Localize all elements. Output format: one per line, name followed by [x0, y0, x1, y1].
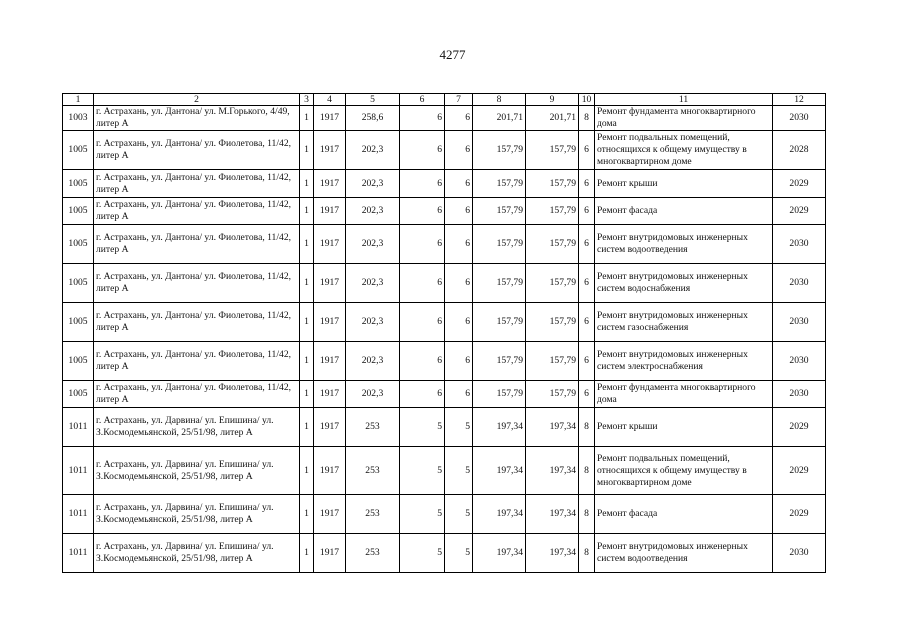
total-area-cell: 258,6	[346, 106, 400, 131]
build-year-cell: 1917	[314, 198, 346, 225]
floors-cell: 5	[400, 534, 445, 573]
table-row	[63, 225, 826, 264]
address-cell: г. Астрахань, ул. Дантона/ ул. Фиолетова, 11/42, литер А	[94, 225, 300, 264]
work-type-cell: Ремонт фундамента многоквартирного дома	[595, 381, 773, 408]
floors-max-cell: 6	[445, 225, 473, 264]
work-type-cell: Ремонт подвальных помещений, относящихся к общему имуществу в многоквартирном доме	[595, 131, 773, 170]
living-area-2-cell: 201,71	[526, 106, 579, 131]
work-type-cell: Ремонт внутридомовых инженерных систем водоотведения	[595, 534, 773, 573]
address-cell: г. Астрахань, ул. Дарвина/ ул. Епишина/ ул. З.Космодемьянской, 25/51/98, литер А	[94, 534, 300, 573]
living-area-cell: 197,34	[473, 447, 526, 495]
living-area-cell: 157,79	[473, 225, 526, 264]
living-area-2-cell: 157,79	[526, 264, 579, 303]
house-id-cell: 1005	[63, 264, 94, 303]
column-header: 7	[445, 94, 473, 106]
planned-year-cell: 2029	[773, 198, 826, 225]
work-type-cell: Ремонт внутридомовых инженерных систем водоотведения	[595, 225, 773, 264]
residents-cell: 6	[579, 264, 595, 303]
work-type-cell: Ремонт крыши	[595, 170, 773, 198]
living-area-cell: 157,79	[473, 264, 526, 303]
residents-cell: 8	[579, 534, 595, 573]
living-area-cell: 157,79	[473, 342, 526, 381]
address-cell: г. Астрахань, ул. Дарвина/ ул. Епишина/ ул. З.Космодемьянской, 25/51/98, литер А	[94, 447, 300, 495]
address-cell: г. Астрахань, ул. Дантона/ ул. М.Горького, 4/49, литер А	[94, 106, 300, 131]
floors-max-cell: 6	[445, 106, 473, 131]
entrance-count-cell: 1	[300, 408, 314, 447]
residents-cell: 6	[579, 303, 595, 342]
address-cell: г. Астрахань, ул. Дарвина/ ул. Епишина/ ул. З.Космодемьянской, 25/51/98, литер А	[94, 495, 300, 534]
total-area-cell: 202,3	[346, 198, 400, 225]
table-row	[63, 131, 826, 170]
work-type-cell: Ремонт фасада	[595, 495, 773, 534]
address-cell: г. Астрахань, ул. Дантона/ ул. Фиолетова, 11/42, литер А	[94, 198, 300, 225]
living-area-2-cell: 197,34	[526, 447, 579, 495]
floors-cell: 6	[400, 198, 445, 225]
column-header: 5	[346, 94, 400, 106]
build-year-cell: 1917	[314, 342, 346, 381]
planned-year-cell: 2029	[773, 408, 826, 447]
entrance-count-cell: 1	[300, 495, 314, 534]
living-area-cell: 157,79	[473, 381, 526, 408]
column-header: 11	[595, 94, 773, 106]
floors-cell: 6	[400, 106, 445, 131]
floors-max-cell: 5	[445, 447, 473, 495]
living-area-2-cell: 197,34	[526, 534, 579, 573]
living-area-cell: 197,34	[473, 408, 526, 447]
residents-cell: 6	[579, 170, 595, 198]
house-id-cell: 1005	[63, 225, 94, 264]
column-header: 2	[94, 94, 300, 106]
table-row	[63, 170, 826, 198]
house-id-cell: 1005	[63, 342, 94, 381]
floors-max-cell: 5	[445, 408, 473, 447]
build-year-cell: 1917	[314, 447, 346, 495]
residents-cell: 6	[579, 381, 595, 408]
address-cell: г. Астрахань, ул. Дантона/ ул. Фиолетова, 11/42, литер А	[94, 381, 300, 408]
build-year-cell: 1917	[314, 131, 346, 170]
table-row	[63, 264, 826, 303]
floors-cell: 6	[400, 342, 445, 381]
build-year-cell: 1917	[314, 408, 346, 447]
build-year-cell: 1917	[314, 534, 346, 573]
build-year-cell: 1917	[314, 170, 346, 198]
house-id-cell: 1011	[63, 534, 94, 573]
entrance-count-cell: 1	[300, 170, 314, 198]
planned-year-cell: 2030	[773, 381, 826, 408]
column-header: 12	[773, 94, 826, 106]
work-type-cell: Ремонт фасада	[595, 198, 773, 225]
build-year-cell: 1917	[314, 381, 346, 408]
work-type-cell: Ремонт внутридомовых инженерных систем электроснабжения	[595, 342, 773, 381]
table-row	[63, 534, 826, 573]
address-cell: г. Астрахань, ул. Дантона/ ул. Фиолетова, 11/42, литер А	[94, 131, 300, 170]
residents-cell: 8	[579, 495, 595, 534]
house-id-cell: 1005	[63, 303, 94, 342]
address-cell: г. Астрахань, ул. Дантона/ ул. Фиолетова, 11/42, литер А	[94, 342, 300, 381]
total-area-cell: 253	[346, 534, 400, 573]
planned-year-cell: 2030	[773, 106, 826, 131]
address-cell: г. Астрахань, ул. Дантона/ ул. Фиолетова, 11/42, литер А	[94, 303, 300, 342]
living-area-cell: 157,79	[473, 131, 526, 170]
work-type-cell: Ремонт внутридомовых инженерных систем водоснабжения	[595, 264, 773, 303]
living-area-cell: 197,34	[473, 534, 526, 573]
total-area-cell: 202,3	[346, 342, 400, 381]
build-year-cell: 1917	[314, 264, 346, 303]
planned-year-cell: 2030	[773, 342, 826, 381]
residents-cell: 6	[579, 131, 595, 170]
living-area-2-cell: 197,34	[526, 408, 579, 447]
residents-cell: 8	[579, 106, 595, 131]
living-area-2-cell: 157,79	[526, 303, 579, 342]
total-area-cell: 202,3	[346, 303, 400, 342]
residents-cell: 8	[579, 447, 595, 495]
floors-cell: 6	[400, 381, 445, 408]
living-area-2-cell: 197,34	[526, 495, 579, 534]
total-area-cell: 253	[346, 447, 400, 495]
living-area-cell: 157,79	[473, 170, 526, 198]
living-area-2-cell: 157,79	[526, 170, 579, 198]
column-header: 8	[473, 94, 526, 106]
floors-max-cell: 5	[445, 534, 473, 573]
living-area-cell: 157,79	[473, 303, 526, 342]
floors-max-cell: 6	[445, 342, 473, 381]
residents-cell: 6	[579, 198, 595, 225]
table-row	[63, 198, 826, 225]
floors-max-cell: 6	[445, 170, 473, 198]
floors-cell: 6	[400, 170, 445, 198]
table-row	[63, 495, 826, 534]
living-area-cell: 157,79	[473, 198, 526, 225]
floors-max-cell: 6	[445, 198, 473, 225]
living-area-cell: 201,71	[473, 106, 526, 131]
floors-max-cell: 5	[445, 495, 473, 534]
floors-max-cell: 6	[445, 303, 473, 342]
entrance-count-cell: 1	[300, 198, 314, 225]
build-year-cell: 1917	[314, 225, 346, 264]
house-id-cell: 1003	[63, 106, 94, 131]
table-row	[63, 106, 826, 131]
planned-year-cell: 2030	[773, 225, 826, 264]
build-year-cell: 1917	[314, 106, 346, 131]
planned-year-cell: 2030	[773, 534, 826, 573]
address-cell: г. Астрахань, ул. Дарвина/ ул. Епишина/ ул. З.Космодемьянской, 25/51/98, литер А	[94, 408, 300, 447]
address-cell: г. Астрахань, ул. Дантона/ ул. Фиолетова, 11/42, литер А	[94, 264, 300, 303]
address-cell: г. Астрахань, ул. Дантона/ ул. Фиолетова, 11/42, литер А	[94, 170, 300, 198]
column-header: 4	[314, 94, 346, 106]
column-header: 1	[63, 94, 94, 106]
house-id-cell: 1005	[63, 198, 94, 225]
house-id-cell: 1011	[63, 495, 94, 534]
planned-year-cell: 2029	[773, 170, 826, 198]
entrance-count-cell: 1	[300, 447, 314, 495]
floors-max-cell: 6	[445, 131, 473, 170]
floors-cell: 6	[400, 225, 445, 264]
table-row	[63, 408, 826, 447]
entrance-count-cell: 1	[300, 106, 314, 131]
floors-cell: 6	[400, 303, 445, 342]
planned-year-cell: 2028	[773, 131, 826, 170]
house-id-cell: 1011	[63, 447, 94, 495]
work-type-cell: Ремонт фундамента многоквартирного дома	[595, 106, 773, 131]
residents-cell: 8	[579, 408, 595, 447]
house-id-cell: 1005	[63, 170, 94, 198]
living-area-2-cell: 157,79	[526, 225, 579, 264]
house-id-cell: 1005	[63, 381, 94, 408]
house-id-cell: 1011	[63, 408, 94, 447]
planned-year-cell: 2030	[773, 303, 826, 342]
floors-cell: 5	[400, 447, 445, 495]
floors-cell: 6	[400, 131, 445, 170]
total-area-cell: 253	[346, 495, 400, 534]
column-header: 6	[400, 94, 445, 106]
entrance-count-cell: 1	[300, 381, 314, 408]
total-area-cell: 253	[346, 408, 400, 447]
entrance-count-cell: 1	[300, 131, 314, 170]
page-number: 4277	[439, 47, 466, 62]
living-area-2-cell: 157,79	[526, 381, 579, 408]
column-header: 9	[526, 94, 579, 106]
work-type-cell: Ремонт подвальных помещений, относящихся к общему имуществу в многоквартирном доме	[595, 447, 773, 495]
work-type-cell: Ремонт крыши	[595, 408, 773, 447]
total-area-cell: 202,3	[346, 225, 400, 264]
entrance-count-cell: 1	[300, 303, 314, 342]
entrance-count-cell: 1	[300, 264, 314, 303]
table-row	[63, 381, 826, 408]
table-row	[63, 342, 826, 381]
build-year-cell: 1917	[314, 495, 346, 534]
planned-year-cell: 2029	[773, 495, 826, 534]
living-area-2-cell: 157,79	[526, 131, 579, 170]
entrance-count-cell: 1	[300, 534, 314, 573]
build-year-cell: 1917	[314, 303, 346, 342]
floors-max-cell: 6	[445, 264, 473, 303]
total-area-cell: 202,3	[346, 131, 400, 170]
work-type-cell: Ремонт внутридомовых инженерных систем газоснабжения	[595, 303, 773, 342]
entrance-count-cell: 1	[300, 342, 314, 381]
entrance-count-cell: 1	[300, 225, 314, 264]
planned-year-cell: 2029	[773, 447, 826, 495]
house-id-cell: 1005	[63, 131, 94, 170]
total-area-cell: 202,3	[346, 381, 400, 408]
total-area-cell: 202,3	[346, 170, 400, 198]
table-row	[63, 447, 826, 495]
floors-cell: 6	[400, 264, 445, 303]
living-area-2-cell: 157,79	[526, 198, 579, 225]
living-area-2-cell: 157,79	[526, 342, 579, 381]
total-area-cell: 202,3	[346, 264, 400, 303]
residents-cell: 6	[579, 342, 595, 381]
floors-cell: 5	[400, 408, 445, 447]
column-header: 3	[300, 94, 314, 106]
floors-cell: 5	[400, 495, 445, 534]
column-number-row	[63, 94, 826, 106]
table-row	[63, 303, 826, 342]
column-header: 10	[579, 94, 595, 106]
planned-year-cell: 2030	[773, 264, 826, 303]
floors-max-cell: 6	[445, 381, 473, 408]
repair-schedule-table	[62, 93, 826, 573]
residents-cell: 6	[579, 225, 595, 264]
living-area-cell: 197,34	[473, 495, 526, 534]
